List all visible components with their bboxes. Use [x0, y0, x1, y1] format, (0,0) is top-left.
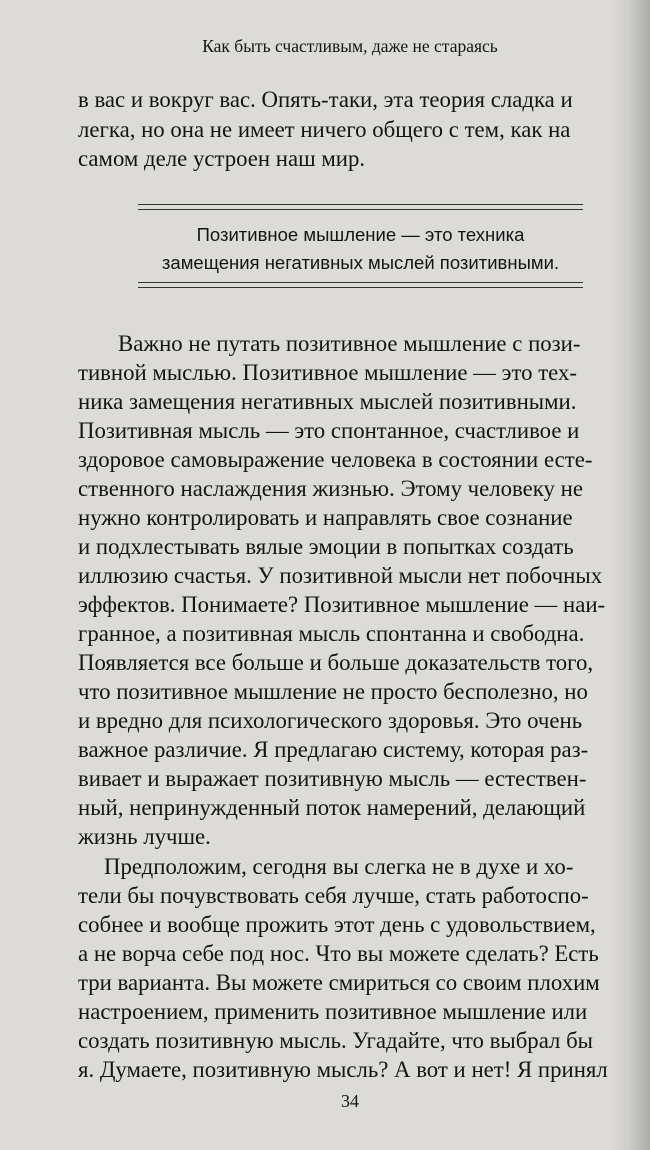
page-number: 34: [341, 1091, 359, 1111]
text-line: Важно не путать позитивное мышление с пози-: [118, 331, 581, 356]
text-line: ственного наслаждения жизнью. Этому человеку не: [78, 476, 583, 501]
running-head: Как быть счастливым, даже не стараясь: [202, 36, 498, 56]
text-line: ника замещения негативных мыслей позитивными.: [78, 389, 577, 414]
text-line: а не ворча себе под нос. Что вы можете сделать? Есть: [78, 941, 599, 966]
pull-quote-top-rule: [138, 204, 583, 210]
text-line: самом деле устроен наш мир.: [78, 146, 366, 171]
text-line: Предположим, сегодня вы слегка не в духе и хо-: [104, 854, 574, 879]
text-line: здоровое самовыражение человека в состоянии есте-: [78, 447, 593, 472]
text-line: я. Думаете, позитивную мысль? А вот и нет! Я принял: [78, 1057, 608, 1082]
text-line: эффектов. Понимаете? Позитивное мышление — наи-: [78, 592, 606, 617]
text-line: важное различие. Я предлагаю систему, которая раз-: [78, 737, 589, 762]
text-line: что позитивное мышление не просто бесполезно, но: [78, 679, 588, 704]
text-line: вивает и выражает позитивную мысль — естествен-: [78, 766, 587, 791]
text-line: в вас и вокруг вас. Опять-таки, эта теория сладка и: [78, 87, 573, 112]
text-line: Позитивная мысль — это спонтанное, счастливое и: [78, 418, 580, 443]
text-line: легка, но она не имеет ничего общего с тем, как на: [78, 117, 571, 142]
text-line: гранное, а позитивная мысль спонтанна и свободна.: [78, 621, 585, 646]
text-line: ный, непринужденный поток намерений, делающий: [78, 795, 586, 820]
text-line: и подхлестывать вялые эмоции в попытках создать: [78, 534, 574, 559]
text-line: иллюзию счастья. У позитивной мысли нет побочных: [78, 563, 603, 588]
text-line: жизнь лучше.: [78, 824, 211, 849]
pull-quote-bottom-rule: [138, 282, 583, 288]
text-line: Появляется все больше и больше доказательств того,: [78, 650, 594, 675]
text-line: создать позитивную мысль. Угадайте, что выбрал бы: [78, 1028, 593, 1053]
text-line: собнее и вообще прожить этот день с удовольствием,: [78, 912, 596, 937]
text-line: тивной мыслью. Позитивное мышление — это тех-: [78, 360, 577, 385]
text-line: нужно контролировать и направлять свое сознание: [78, 505, 573, 530]
text-line: и вредно для психологического здоровья. Это очень: [78, 708, 583, 733]
text-line: настроением, применить позитивное мышление или: [78, 999, 588, 1024]
page-edge-shadow: [610, 0, 650, 1150]
pull-quote-line: замещения негативных мыслей позитивными.: [161, 252, 560, 273]
pull-quote-line: Позитивное мышление — это техника: [196, 224, 525, 245]
pull-quote: [138, 200, 583, 292]
text-line: три варианта. Вы можете смириться со своим плохим: [78, 970, 600, 995]
text-line: тели бы почувствовать себя лучше, стать работоспо-: [78, 883, 589, 908]
